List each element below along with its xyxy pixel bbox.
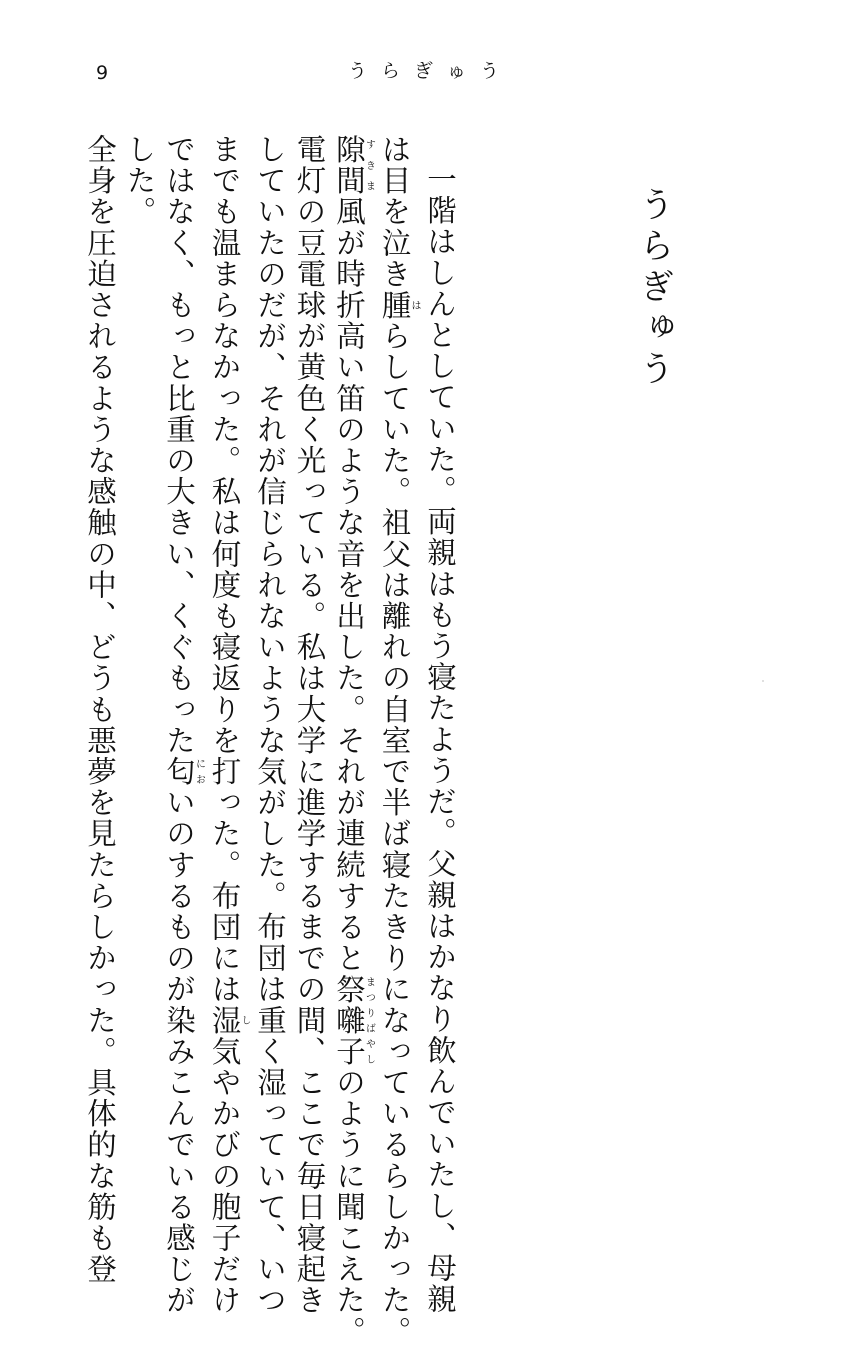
text-line-2: は目を泣き腫はらしていた。祖父は離れの自室で半ば寝たきりになっているらしかった。: [377, 134, 420, 1347]
text-line-7: ではなく、もっと比重の大きい、くぐもった匂においのするものが染みこんでいる感じが: [162, 134, 205, 1316]
text-line-4: 電灯の豆電球が黄色く光っている。私は大学に進学するまでの間、ここで毎日寝起き: [292, 134, 327, 1316]
page-number: 9: [96, 62, 109, 84]
text-line-8: した。: [122, 134, 157, 228]
text-line-5: していたのだが、それが信じられないような気がした。布団は重く湿っていて、いつ: [253, 134, 287, 1316]
text-line-3: 隙間すきま風が時折高い笛のような音を出した。それが連続すると祭囃子まつりばやしのように聞こえた。: [332, 134, 375, 1347]
text-line-1: 一階はしんとしていた。両親はもう寝たようだ。父親はかなり飲んでいたし、母親: [423, 163, 457, 1315]
body-text: [80, 134, 460, 1347]
text-line-6: までも温まらなかった。私は何度も寝返りを打った。布団には湿し気やかびの胞子だけ: [207, 134, 250, 1316]
text-line-9: 全身を圧迫されるような感触の中、どうも悪夢を見たらしかった。具体的な筋も登: [83, 134, 117, 1285]
running-head: うらぎゅう: [348, 60, 514, 82]
chapter-title: うらぎゅう: [634, 186, 674, 391]
paper-speck: [762, 680, 764, 682]
